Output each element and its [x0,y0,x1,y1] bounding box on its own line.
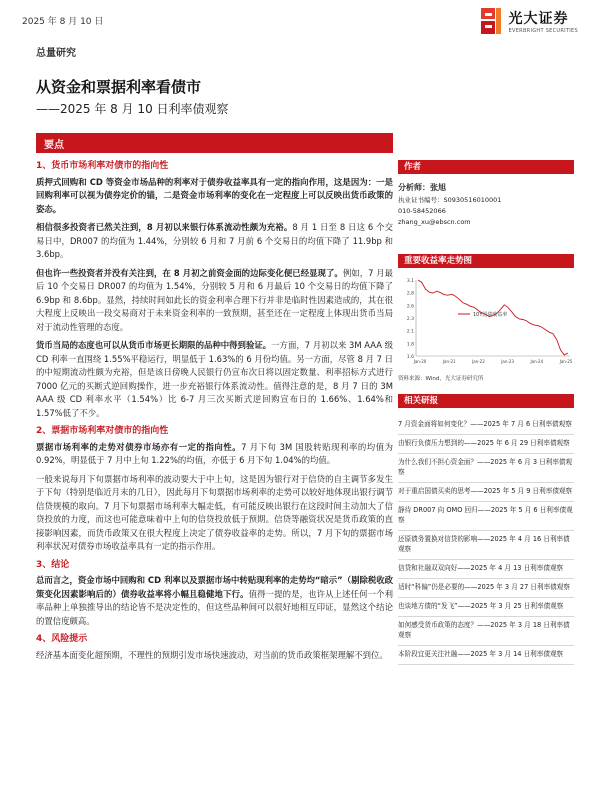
yield-chart-svg [398,276,574,368]
brand-logo [479,6,578,36]
chart-source: 资料来源：Wind，光大证券研究所 [398,376,484,382]
x-tick-label: Jan-22 [472,359,485,364]
logo-en-text: EVERBRIGHT SECURITIES [508,28,578,34]
related-report-link[interactable]: 适时“科偏”仍是必要的——2025 年 3 月 27 日利率债观察 [398,579,574,598]
x-tick-label: Jan-24 [530,359,544,364]
section-heading: 3、结论 [36,559,70,570]
main-content [36,160,393,667]
related-report-link[interactable]: 如何感受货币政策的态度？——2025 年 3 月 18 日利率债观察 [398,617,574,646]
paragraph: 总而言之，资金市场中回购和 CD 利率以及票据市场中转贴现利率的走势均“暗示”（剔除税收政策变化因素影响后的）债券收益率将小幅且稳健地下行。值得一提的是，也许从上述任何一个利率品种上单独推导出的结论皆不是决定性的，但这些品种间可以很好地相互印证，显然这个结论的置信度颇高。 [36,575,394,626]
section-1 [36,160,393,420]
x-tick-label: Jan-23 [501,359,514,364]
everbright-logo-icon [479,6,503,36]
author-header: 作者 [398,160,574,174]
related-report-link[interactable]: 对于重启国债买卖的思考——2025 年 5 月 9 日利率债观察 [398,483,574,502]
y-tick-label: 2.1 [406,329,414,335]
paragraph: 质押式回购和 CD 等资金市场品种的利率对于债券收益率具有一定的指向作用，这是因为：一是回购利率可以视为债券定价的锚，二是资金市场利率的变化在一定程度上可以反映出货币政策的姿态。 [36,176,393,214]
related-report-link[interactable]: 信贷和社融双双向好——2025 年 4 月 13 日利率债观察 [398,560,574,579]
related-report-link[interactable]: 还原债务置换对信贷的影响——2025 年 4 月 16 日利率债观察 [398,531,574,560]
author-block [398,182,574,228]
key-points-bar [36,133,393,153]
y-tick-label: 1.8 [406,342,414,348]
y-tick-label: 2.8 [406,291,414,297]
x-tick-label: Jan-20 [413,359,427,364]
y-tick-label: 3.1 [406,279,414,284]
key-points-label: 要点 [44,140,64,151]
related-report-link[interactable]: 本阶段宜更关注社融——2025 年 3 月 14 日利率债观察 [398,646,574,665]
x-tick-label: Jan-21 [442,359,456,364]
section-2 [36,425,393,554]
report-date: 2025 年 8 月 10 日 [22,17,104,27]
sidebar [398,160,574,665]
phone-number: 010-58452066 [398,207,446,215]
paragraph: 货币当局的态度也可以从货币市场更长期限的品种中得到验证。一方面，7 月初以来 3M AAA 级 CD 利率一直围绕 1.55%平稳运行，明显低于 1.63%的 6 月份均值。另一方面，尽管 8 月 7 日的中短期流动性颇为充裕，但是该日傍晚人民银行仍宣布次日将以固定数量、利率招标方式进行 7000 亿元的买断式逆回购操作，进一步充裕银行体系流动性。值得注意的是，8 月 7 日的 3M AAA 级 CD 利率水平（1.54%）比 6-7 月三次买断式逆回购宣布日的 1.66%、1.64%和 1.57%低了不少。 [36,340,393,418]
logo-cn-text: 光大证券 [508,11,569,27]
paragraph: 票据市场利率的走势对债券市场亦有一定的指向性。7 月下旬 3M 国股转贴现利率的均值为 0.92%，明显低于 7 月中上旬 1.22%的均值，亦低于 6 月下旬 1.04%的均值。 [36,441,393,465]
related-header: 相关研报 [398,394,574,408]
section-4 [36,633,393,662]
license-number: 执业证书编号：S0930516010001 [398,196,502,204]
related-report-link[interactable]: 由银行负债压力想到的——2025 年 6 月 29 日利率债观察 [398,435,574,454]
section-3 [36,559,393,629]
legend-label: 10Y国债收益率 [473,312,508,318]
paragraph: 一般来说每月下旬票据市场利率的波动要大于中上旬，这是因为银行对于信贷的自主调节多发生于下旬（特别是临近月末的几日），因此每月下旬票据市场利率的走势可以较好地体现出银行调节信贷规模的取向。7 月下旬票据市场利率大幅走低，有可能反映出银行在这段时间主动加大了信贷投放的力度，而这也可能意味着中上旬的信贷投放低于预期。信贷等融资状况是货币政策的直接影响因素，而货币政策又在很大程度上决定了债券收益率的走势。所以，7 月下旬的票据市场利率状况对债券市场收益率具有一定的指示作用。 [36,473,393,551]
email-link[interactable]: zhang_xu@ebscn.com [398,218,471,226]
y-tick-label: 2.6 [406,304,414,310]
section-heading: 2、票据市场利率对债市的指向性 [36,426,169,436]
page-subtitle: ——2025 年 8 月 10 日利率债观察 [36,102,229,116]
analyst-name: 分析师：张旭 [398,183,446,192]
x-tick-label: Jan-25 [559,359,573,364]
related-reports-list [398,416,574,665]
section-heading: 1、货币市场利率对债市的指向性 [36,161,169,171]
y-tick-label: 2.3 [406,317,414,322]
page-title: 从资金和票据利率看债市 [36,78,202,96]
report-category: 总量研究 [36,48,76,59]
paragraph: 但也许一些投资者并没有关注到，在 8 月初之前资金面的边际变化便已经显现了。例如，7 月最后 10 个交易日 DR007 的均值为 1.54%，分别较 5 月和 6 月最后 10 个交易日的均值下降了 6.9bp 和 8.6bp。显然，持续时间如此长的资金利率合理下行并非是临时性因素造成的，其在很大程度上反映出一段交易商对于未来资金利率的一致预期，甚至还在一定程度上体现出货币当局对于流动性管理的态度。 [36,267,394,332]
paragraph: 相信很多投资者已然关注到，8 月初以来银行体系流动性颇为充裕。8 月 1 日至 8 日这 6 个交易日中，DR007 的均值为 1.44%，分别较 6 月和 7 月前 6 个交易日的均值下降了 11.9bp 和 3.6bp。 [36,222,393,259]
y-tick-label: 1.6 [406,355,414,360]
related-report-link[interactable]: 为什么我们不担心资金面？——2025 年 6 月 3 日利率债观察 [398,454,574,483]
related-report-link[interactable]: 7 月资金面将如何变化？——2025 年 7 月 6 日利率债观察 [398,416,574,435]
yield-chart [398,276,574,372]
chart-header: 重要收益率走势图 [398,254,574,268]
section-heading: 4、风险提示 [36,634,88,644]
related-report-link[interactable]: 静待 DR007 向 OMO 回归——2025 年 5 月 6 日利率债观察 [398,502,574,531]
related-report-link[interactable]: 也谈地方债的“发飞”——2025 年 3 月 25 日利率债观察 [398,598,574,617]
paragraph: 经济基本面变化超预期，不理性的预期引发市场快速波动，对当前的货币政策框架理解不到位。 [36,649,388,660]
